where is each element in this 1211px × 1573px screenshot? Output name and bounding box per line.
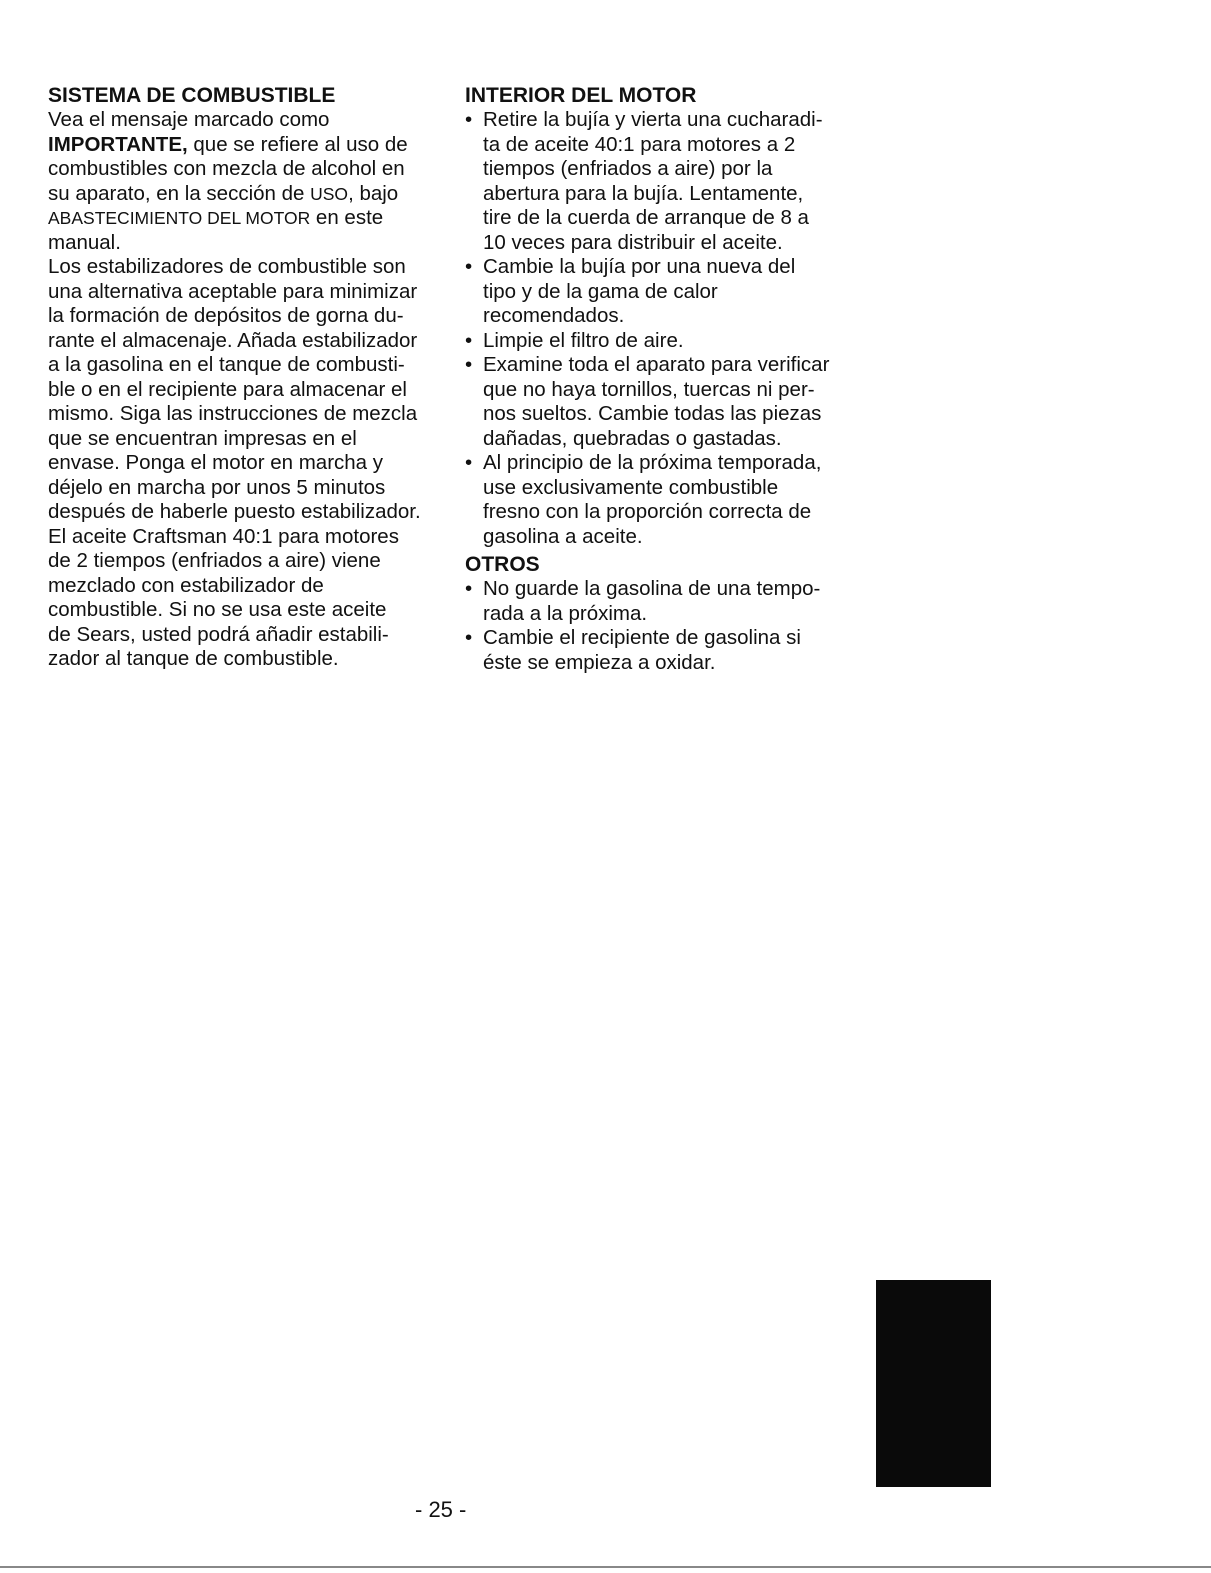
text-line: tire de la cuerda de arranque de 8 a	[483, 206, 809, 229]
text-line: 10 veces para distribuir el aceite.	[483, 230, 783, 254]
paragraph-fuel-stabilizer	[48, 255, 448, 672]
text-run: su aparato, en la sección de	[48, 181, 311, 205]
text-line: que se encuentran impresas en el	[48, 426, 357, 450]
paragraph-important-notice	[48, 108, 448, 255]
list-item	[465, 108, 875, 255]
text-line: rante el almacenaje. Añada estabilizador	[48, 328, 418, 352]
text-line: combustible. Si no se usa este aceite	[48, 598, 387, 621]
text-line: manual.	[48, 230, 121, 254]
text-line: abertura para la bujía. Lentamente,	[483, 181, 804, 205]
right-column	[465, 84, 875, 675]
text-line: rada a la próxima.	[483, 601, 648, 625]
text-line: la formación de depósitos de gorna du-	[48, 304, 404, 327]
text-run: , bajo	[348, 181, 399, 205]
text-line: déjelo en marcha por unos 5 minutos	[48, 475, 386, 499]
text-line: de Sears, usted podrá añadir estabili-	[48, 622, 389, 646]
text-line: una alternativa aceptable para minimizar	[48, 279, 418, 303]
section-heading-others: OTROS	[465, 553, 540, 576]
text-line	[48, 182, 448, 207]
text-line: • Examine toda el aparato para verificar	[483, 353, 830, 376]
text-line: • Retire la bujía y vierta una cucharadi-	[483, 108, 823, 131]
text-line: después de haberle puesto estabilizador.	[48, 500, 421, 523]
text-line: mezclado con estabilizador de	[48, 573, 324, 597]
list-item	[465, 255, 875, 329]
section-heading-fuel-system: SISTEMA DE COMBUSTIBLE	[48, 84, 336, 107]
text-line: dañadas, quebradas o gastadas.	[483, 426, 782, 450]
text-line: • Cambie la bujía por una nueva del	[483, 255, 796, 278]
text-line	[48, 206, 448, 231]
text-line: fresno con la proporción correcta de	[483, 500, 812, 523]
section-reference-uso: USO	[310, 183, 349, 204]
text-line: • No guarde la gasolina de una tempo-	[483, 577, 821, 600]
text-line: • Al principio de la próxima temporada,	[483, 451, 822, 474]
list-item	[465, 626, 875, 675]
text-line: El aceite Craftsman 40:1 para motores	[48, 524, 399, 548]
page-number: - 25 -	[415, 1497, 467, 1522]
text-line: combustibles con mezcla de alcohol en	[48, 157, 405, 180]
text-line: mismo. Siga las instrucciones de mezcla	[48, 402, 418, 425]
text-run: que se refiere al uso de	[187, 132, 408, 156]
text-line: • Cambie el recipiente de gasolina si	[483, 626, 801, 649]
text-run: en este	[310, 206, 384, 229]
text-line: zador al tanque de combustible.	[48, 647, 339, 670]
list-item	[465, 451, 875, 549]
text-line: tipo y de la gama de calor	[483, 279, 718, 303]
list-item	[465, 329, 875, 354]
list-item	[465, 353, 875, 451]
bottom-edge-line	[0, 1566, 1211, 1568]
text-line	[48, 133, 448, 158]
text-line: que no haya tornillos, tuercas ni per-	[483, 377, 815, 401]
text-line: • Limpie el filtro de aire.	[483, 328, 684, 352]
bullet-list-others	[465, 577, 875, 675]
text-line: use exclusivamente combustible	[483, 475, 779, 499]
text-line: de 2 tiempos (enfriados a aire) viene	[48, 549, 381, 572]
left-column	[48, 84, 448, 672]
section-reference-fueling: ABASTECIMIENTO DEL MOTOR	[48, 208, 311, 228]
bullet-list-engine-interior	[465, 108, 875, 549]
text-line: nos sueltos. Cambie todas las piezas	[483, 402, 822, 425]
text-line: ta de aceite 40:1 para motores a 2	[483, 132, 796, 156]
list-item	[465, 577, 875, 626]
text-line: a la gasolina en el tanque de combusti-	[48, 353, 405, 376]
text-line: recomendados.	[483, 304, 625, 327]
text-line: envase. Ponga el motor en marcha y	[48, 451, 384, 474]
text-line: Vea el mensaje marcado como	[48, 108, 330, 131]
text-line: Los estabilizadores de combustible son	[48, 255, 406, 278]
text-line: tiempos (enfriados a aire) por la	[483, 157, 773, 180]
section-heading-engine-interior: INTERIOR DEL MOTOR	[465, 84, 697, 107]
text-line: éste se empieza a oxidar.	[483, 650, 716, 674]
text-line: gasolina a aceite.	[483, 524, 643, 548]
text-line: ble o en el recipiente para almacenar el	[48, 377, 407, 401]
section-tab-marker	[876, 1280, 991, 1487]
important-label: IMPORTANTE,	[48, 132, 188, 156]
